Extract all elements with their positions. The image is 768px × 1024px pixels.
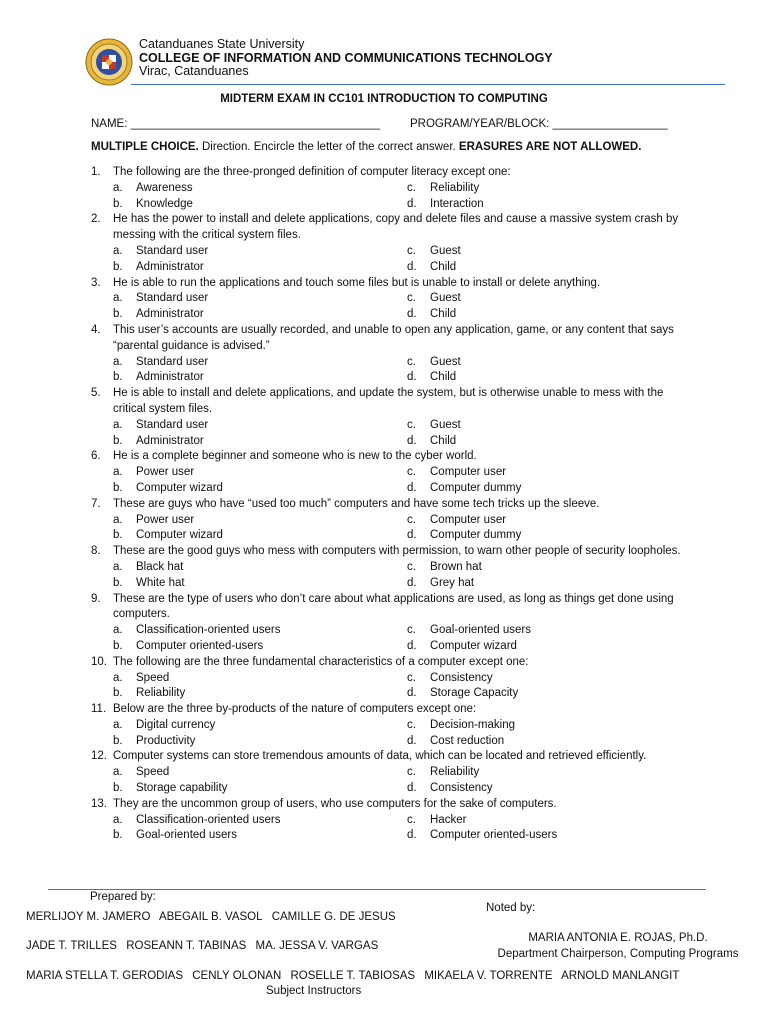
choice-text: Standard user [136,292,209,305]
choice-d[interactable] [407,576,687,592]
campus-location: Virac, Catanduanes [139,64,249,78]
choice-d[interactable] [407,197,687,213]
choice-a[interactable] [113,244,407,260]
choice-letter: b. [113,197,123,210]
question-item [91,449,691,496]
choice-text: Grey hat [430,576,475,589]
question-text: These are the good guys who mess with computers with permission, to warn other people of security loopholes. [113,545,681,558]
question-number: 12. [91,750,107,763]
choice-letter: a. [113,418,123,431]
choice-c[interactable] [407,560,687,576]
program-year-block-field: PROGRAM/YEAR/BLOCK: __________________ [410,118,668,130]
question-text: These are the type of users who don’t care about what applications are used, as long as things get done using computers. [113,592,674,621]
choice-letter: a. [113,292,123,305]
question-text: The following are the three-pronged definition of computer literacy except one: [113,166,511,178]
choice-letter: b. [113,434,123,447]
choice-text: Administrator [136,371,204,384]
choice-d[interactable] [407,260,687,276]
prepared-by-label: Prepared by: [90,891,156,903]
choice-a[interactable] [113,181,407,197]
question-item [91,655,691,702]
choice-letter: b. [113,529,123,542]
choice-text: Guest [430,418,461,431]
choice-b[interactable] [113,370,407,386]
choice-text: Computer wizard [430,639,517,652]
choice-letter: a. [113,181,123,194]
choice-letter: c. [407,624,416,637]
choice-b[interactable] [113,734,407,750]
choice-b[interactable] [113,576,407,592]
choice-d[interactable] [407,639,687,655]
answer-choices [113,623,691,655]
choice-letter: d. [407,481,417,494]
question-item [91,592,691,655]
choice-letter: c. [407,292,416,305]
instructor-name: ROSEANN T. TABINAS [126,940,247,952]
choice-a[interactable] [113,355,407,371]
choice-text: Classification-oriented users [136,813,281,826]
question-text: He has the power to install and delete applications, copy and delete files and cause a massive system crash by messing with the critical system files. [113,213,679,242]
choice-d[interactable] [407,828,687,844]
choice-text: Computer dummy [430,529,522,542]
choice-c[interactable] [407,418,687,434]
name-field: NAME: _______________________________________ [91,118,381,130]
choice-text: Speed [136,671,170,684]
question-text: He is a complete beginner and someone who is new to the cyber world. [113,450,477,463]
question-number: 9. [91,592,101,605]
university-seal-icon [85,38,133,86]
choice-a[interactable] [113,765,407,781]
footer-divider [48,889,706,890]
choice-text: Black hat [136,560,184,573]
choice-letter: b. [113,734,123,747]
question-text: Below are the three by-products of the nature of computers except one: [113,703,477,716]
choice-text: Classification-oriented users [136,624,281,637]
question-text: The following are the three fundamental characteristics of a computer except one: [113,655,529,668]
question-number: 1. [91,166,101,178]
choice-letter: a. [113,671,123,684]
choice-text: Interaction [430,197,484,210]
university-name: Catanduanes State University [139,37,305,51]
choice-text: Guest [430,355,461,368]
question-text: These are guys who have “used too much” computers and have some tech tricks up the sleeve. [113,497,600,510]
question-text: He is able to install and delete applications, and update the system, but is otherwise unable to mess with the critical system files. [113,387,664,415]
choice-text: Computer oriented-users [136,639,264,652]
exam-title: MIDTERM EXAM IN CC101 INTRODUCTION TO COMPUTING [220,93,548,105]
choice-text: Decision-making [430,718,516,731]
instructor-name: ABEGAIL B. VASOL [158,911,263,923]
directions-text: Direction. Encircle the letter of the correct answer. [198,141,459,153]
answer-choices [113,813,691,845]
choice-text: Speed [136,766,170,779]
instructor-name: CAMILLE G. DE JESUS [271,911,396,923]
choice-d[interactable] [407,734,687,750]
choice-b[interactable] [113,307,407,323]
question-text: Computer systems can store tremendous amounts of data, which can be located and retrieved efficiently. [113,750,647,763]
chairperson-name: MARIA ANTONIA E. ROJAS, Ph.D. [528,932,708,944]
choice-text: Computer wizard [136,481,223,494]
choice-text: Child [430,260,457,273]
choice-text: Reliability [430,181,480,194]
instructors-row-3 [26,970,685,982]
instructor-name: MIKAELA V. TORRENTE [424,970,553,982]
choice-letter: d. [407,197,417,210]
question-number: 7. [91,497,101,510]
choice-text: Computer wizard [136,529,223,542]
choice-b[interactable] [113,434,407,450]
answer-choices [113,418,691,450]
choice-c[interactable] [407,623,687,639]
choice-text: Administrator [136,434,204,447]
choice-text: Computer oriented-users [430,829,558,842]
choice-c[interactable] [407,671,687,687]
instructor-name: MARIA STELLA T. GERODIAS [26,970,184,982]
question-item [91,702,691,749]
choice-letter: c. [407,718,416,731]
subject-instructors-label: Subject Instructors [266,985,362,997]
choice-a[interactable] [113,560,407,576]
choice-a[interactable] [113,418,407,434]
document-header [85,36,725,86]
question-item [91,797,691,844]
choice-a[interactable] [113,671,407,687]
choice-text: Computer user [430,466,507,479]
instructor-name: ARNOLD MANLANGIT [561,970,680,982]
question-item [91,386,691,449]
choice-text: Hacker [430,813,467,826]
choice-letter: b. [113,260,123,273]
choice-a[interactable] [113,623,407,639]
choice-d[interactable] [407,434,687,450]
choice-letter: a. [113,355,123,368]
choice-text: Digital currency [136,718,216,731]
choice-text: Standard user [136,244,209,257]
choice-c[interactable] [407,181,687,197]
choice-text: Consistency [430,782,493,795]
choice-letter: c. [407,466,416,479]
question-number: 13. [91,797,107,810]
choice-text: Guest [430,244,461,257]
choice-letter: a. [113,466,123,479]
directions-heading: MULTIPLE CHOICE. [91,141,199,153]
choice-b[interactable] [113,197,407,213]
choice-text: Goal-oriented users [430,624,531,637]
choice-letter: b. [113,308,123,321]
directions-warning: ERASURES ARE NOT ALLOWED. [458,141,642,153]
choice-letter: c. [407,244,416,257]
choice-letter: d. [407,829,417,842]
choice-c[interactable] [407,513,687,529]
choice-text: Consistency [430,671,493,684]
choice-letter: c. [407,513,416,526]
choice-text: Cost reduction [430,734,505,747]
choice-letter: c. [407,181,416,194]
choice-b[interactable] [113,686,407,702]
choice-letter: d. [407,639,417,652]
choice-c[interactable] [407,718,687,734]
choice-b[interactable] [113,260,407,276]
choice-letter: d. [407,371,417,384]
choice-text: Brown hat [430,560,482,573]
choice-b[interactable] [113,639,407,655]
choice-b[interactable] [113,828,407,844]
choice-letter: d. [407,529,417,542]
choice-d[interactable] [407,686,687,702]
directions [91,141,641,153]
question-item [91,165,691,212]
choice-text: Guest [430,292,461,305]
header-divider [131,84,725,85]
answer-choices [113,513,691,545]
choice-d[interactable] [407,481,687,497]
choice-letter: a. [113,624,123,637]
question-number: 11. [91,703,107,716]
question-number: 5. [91,387,101,400]
answer-choices [113,244,691,276]
question-text: They are the uncommon group of users, who use computers for the sake of computers. [113,797,557,810]
choice-d[interactable] [407,781,687,797]
answer-choices [113,560,691,592]
choice-letter: b. [113,782,123,795]
choice-letter: a. [113,718,123,731]
question-text: This user’s accounts are usually recorded, and unable to open any application, game, or any content that says “parental guidance is advised.” [113,323,674,352]
choice-text: Child [430,308,457,321]
instructor-name: MA. JESSA V. VARGAS [255,940,379,952]
choice-text: Standard user [136,418,209,431]
instructor-name: ROSELLE T. TABIOSAS [290,970,416,982]
question-item [91,323,691,386]
answer-choices [113,718,691,750]
choice-c[interactable] [407,244,687,260]
choice-b[interactable] [113,481,407,497]
choice-a[interactable] [113,465,407,481]
question-text: He is able to run the applications and touch some files but is unable to install or delete anything. [113,276,601,289]
chairperson-block [486,930,750,962]
answer-choices [113,291,691,323]
question-number: 8. [91,545,101,558]
choice-c[interactable] [407,465,687,481]
college-name: COLLEGE OF INFORMATION AND COMMUNICATIONS TECHNOLOGY [139,51,553,65]
instructors-row-1 [26,911,402,923]
choice-c[interactable] [407,765,687,781]
choice-letter: c. [407,355,416,368]
choice-letter: d. [407,782,417,795]
chairperson-title: Department Chairperson, Computing Programs [497,948,739,960]
choice-text: Power user [136,513,195,526]
choice-text: Computer user [430,513,507,526]
question-number: 2. [91,213,101,226]
question-item [91,544,691,591]
choice-letter: d. [407,308,417,321]
choice-letter: c. [407,671,416,684]
question-item [91,212,691,275]
answer-choices [113,765,691,797]
question-number: 10. [91,655,107,668]
question-number: 4. [91,323,101,336]
choice-text: Administrator [136,260,204,273]
question-item [91,497,691,544]
choice-text: Knowledge [136,197,193,210]
choice-letter: b. [113,687,123,700]
question-number: 6. [91,450,101,463]
choice-letter: c. [407,560,416,573]
answer-choices [113,671,691,703]
choice-text: Storage capability [136,782,228,795]
instructor-name: MERLIJOY M. JAMERO [26,911,151,923]
choice-letter: d. [407,434,417,447]
choice-text: Storage Capacity [430,687,519,700]
choice-text: Goal-oriented users [136,829,237,842]
choice-b[interactable] [113,781,407,797]
choice-text: Computer dummy [430,481,522,494]
choice-letter: c. [407,813,416,826]
choice-a[interactable] [113,291,407,307]
choice-text: Productivity [136,734,196,747]
question-number: 3. [91,276,101,289]
instructor-name: CENLY OLONAN [192,970,282,982]
choice-text: Reliability [430,766,480,779]
choice-letter: b. [113,576,123,589]
answer-choices [113,355,691,387]
choice-text: Standard user [136,355,209,368]
choice-text: Power user [136,466,195,479]
question-list [91,165,691,844]
choice-d[interactable] [407,307,687,323]
choice-d[interactable] [407,370,687,386]
answer-choices [113,181,691,213]
choice-c[interactable] [407,813,687,829]
instructors-row-2 [26,940,384,952]
choice-a[interactable] [113,718,407,734]
choice-text: White hat [136,576,185,589]
choice-d[interactable] [407,528,687,544]
noted-by-label: Noted by: [486,902,536,914]
choice-text: Awareness [136,181,193,194]
choice-a[interactable] [113,513,407,529]
instructor-name: JADE T. TRILLES [26,940,117,952]
choice-letter: c. [407,418,416,431]
choice-letter: a. [113,766,123,779]
choice-letter: b. [113,481,123,494]
question-item [91,749,691,796]
choice-letter: d. [407,734,417,747]
choice-letter: a. [113,244,123,257]
choice-c[interactable] [407,291,687,307]
choice-letter: d. [407,687,417,700]
choice-a[interactable] [113,813,407,829]
choice-letter: b. [113,371,123,384]
choice-b[interactable] [113,528,407,544]
choice-text: Reliability [136,687,186,700]
choice-letter: a. [113,813,123,826]
question-item [91,276,691,323]
choice-text: Administrator [136,308,204,321]
choice-letter: d. [407,260,417,273]
choice-letter: a. [113,513,123,526]
choice-letter: b. [113,829,123,842]
choice-letter: d. [407,576,417,589]
choice-text: Child [430,371,457,384]
choice-c[interactable] [407,355,687,371]
choice-letter: a. [113,560,123,573]
choice-letter: b. [113,639,123,652]
choice-text: Child [430,434,457,447]
answer-choices [113,465,691,497]
choice-letter: c. [407,766,416,779]
